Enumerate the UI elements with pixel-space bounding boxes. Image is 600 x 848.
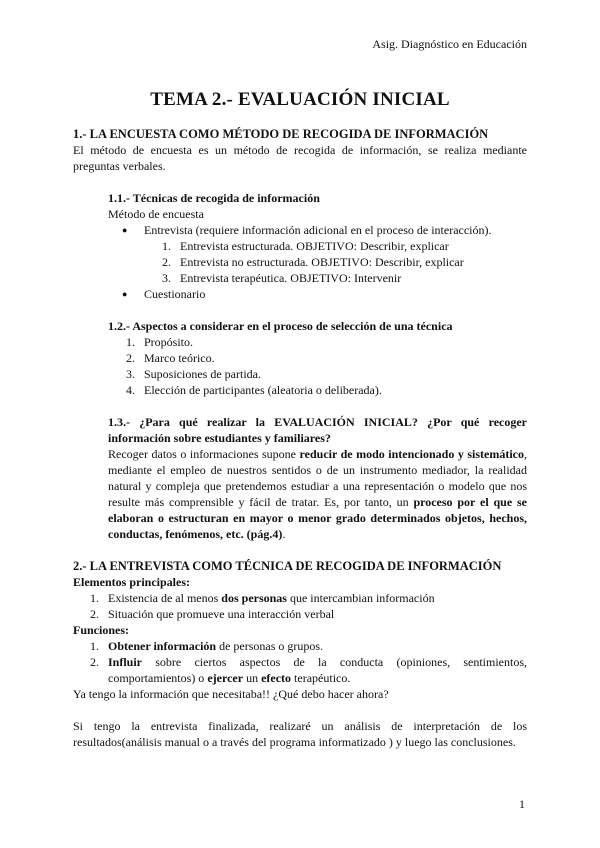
item-text: Entrevista no estructurada. OBJETIVO: Describir, explicar	[180, 255, 464, 269]
list-item	[162, 238, 449, 254]
section-1-1-heading: 1.1.- Técnicas de recogida de información	[108, 191, 320, 205]
text-run: Situación que promueve una interacción verbal	[108, 607, 335, 621]
list-item	[162, 254, 464, 270]
section-1-intro-line2: preguntas verbales.	[73, 159, 166, 173]
section-2-heading: 2.- LA ENTREVISTA COMO TÉCNICA DE RECOGIDA DE INFORMACIÓN	[73, 559, 502, 573]
text-run-bold: Influir	[108, 655, 143, 669]
text-run-bold: reducir de modo intencionado y sistemático	[299, 447, 524, 461]
item-number: 2.	[90, 607, 99, 621]
section-1-heading: 1.- LA ENCUESTA COMO MÉTODO DE RECOGIDA DE INFORMACIÓN	[73, 127, 489, 141]
item-number: 4.	[126, 383, 135, 397]
section-1-2-heading: 1.2.- Aspectos a considerar en el proceso de selección de una técnica	[108, 319, 453, 333]
item-number: 1.	[90, 639, 99, 653]
list-item	[90, 654, 527, 670]
item-text: Propósito.	[144, 335, 194, 349]
item-number: 1.	[162, 239, 171, 253]
text-run: de personas o grupos.	[216, 639, 324, 653]
conclusion-line2: resultados(análisis manual o a través del programa informatizado ) y luego las conclusiones.	[73, 735, 516, 749]
text-run: Existencia de al menos	[108, 591, 222, 605]
page-number: 1	[519, 797, 525, 811]
text-run-bold: Obtener información	[108, 639, 217, 653]
bullet-cuestionario: ● Cuestionario	[144, 286, 205, 302]
text-run: un	[243, 671, 262, 685]
item-number: 2.	[126, 351, 135, 365]
section-1-3-para-line5: elaboran o estructuran en mayor o menor grado determinados objetos, hechos,	[108, 511, 527, 525]
text-run-bold: proceso por el que se	[413, 495, 527, 509]
conclusion-line1: Si tengo la entrevista finalizada, realizaré un análisis de interpretación de los	[73, 719, 527, 733]
section-1-3-para-line4	[108, 494, 527, 510]
list-item	[90, 606, 335, 622]
section-1-1-subtitle: Método de encuesta	[108, 207, 204, 221]
text-run-bold: conductas, fenómenos, etc. (pág.4)	[108, 527, 283, 541]
page-header: Asig. Diagnóstico en Educación	[372, 37, 527, 51]
item-number: 1.	[90, 591, 99, 605]
section-1-intro-line1: El método de encuesta es un método de recogida de información, se realiza mediante	[73, 143, 527, 157]
elementos-label: Elementos principales:	[73, 575, 190, 589]
text-run: resulte más comprensible y fácil de tratar. Es, por tanto, un	[108, 495, 414, 509]
section-1-3-heading-line1: 1.3.- ¿Para qué realizar la EVALUACIÓN INICIAL? ¿Por qué recoger	[108, 415, 527, 429]
item-number: 2.	[90, 655, 99, 669]
list-item	[90, 638, 324, 654]
text-run-bold: ejercer	[207, 671, 244, 685]
list-item	[126, 334, 194, 350]
question-line: Ya tengo la información que necesitaba!! ¿Qué debo hacer ahora?	[73, 687, 389, 701]
item-number: 3.	[126, 367, 135, 381]
text-run: Recoger datos o informaciones supone	[108, 447, 300, 461]
item-text: Entrevista estructurada. OBJETIVO: Describir, explicar	[180, 239, 449, 253]
section-1-3-para-line3: natural y compleja que pretendemos estudiar a una representación o modelo que nos	[108, 479, 527, 493]
item-number: 2.	[162, 255, 171, 269]
text-run: terapéutico.	[291, 671, 351, 685]
text-run: comportamientos) o	[108, 671, 208, 685]
funciones-label: Funciones:	[73, 623, 130, 637]
item-text: Elección de participantes (aleatoria o deliberada).	[144, 383, 382, 397]
item-text: Suposiciones de partida.	[144, 367, 261, 381]
section-1-3-para-line1	[108, 446, 527, 462]
list-item	[162, 270, 402, 286]
text-run: .	[282, 527, 286, 541]
item-number: 3.	[162, 271, 171, 285]
item-number: 1.	[126, 335, 135, 349]
text-run: que intercambian información	[286, 591, 435, 605]
item-text: Marco teórico.	[144, 351, 215, 365]
list-item	[90, 590, 435, 606]
bullet-entrevista: ● Entrevista (requiere información adicional en el proceso de interacción).	[144, 222, 492, 238]
section-1-3-para-line6	[108, 526, 285, 542]
text-run-bold: efecto	[261, 671, 292, 685]
page-title: TEMA 2.- EVALUACIÓN INICIAL	[150, 89, 450, 110]
item-text: Entrevista terapéutica. OBJETIVO: Intervenir	[180, 271, 402, 285]
text-run-bold: dos personas	[221, 591, 287, 605]
list-item	[126, 350, 215, 366]
text-run: sobre ciertos aspectos de la conducta (opiniones, sentimientos,	[142, 655, 527, 669]
list-item	[126, 382, 382, 398]
text-run: ,	[524, 447, 527, 461]
section-1-3-heading-line2: información sobre estudiantes y familiares?	[108, 431, 331, 445]
section-1-3-para-line2: mediante el empleo de nuestros sentidos o de un instrumento mediador, la realidad	[108, 463, 527, 477]
list-item	[126, 366, 261, 382]
list-item-continuation	[108, 670, 350, 686]
